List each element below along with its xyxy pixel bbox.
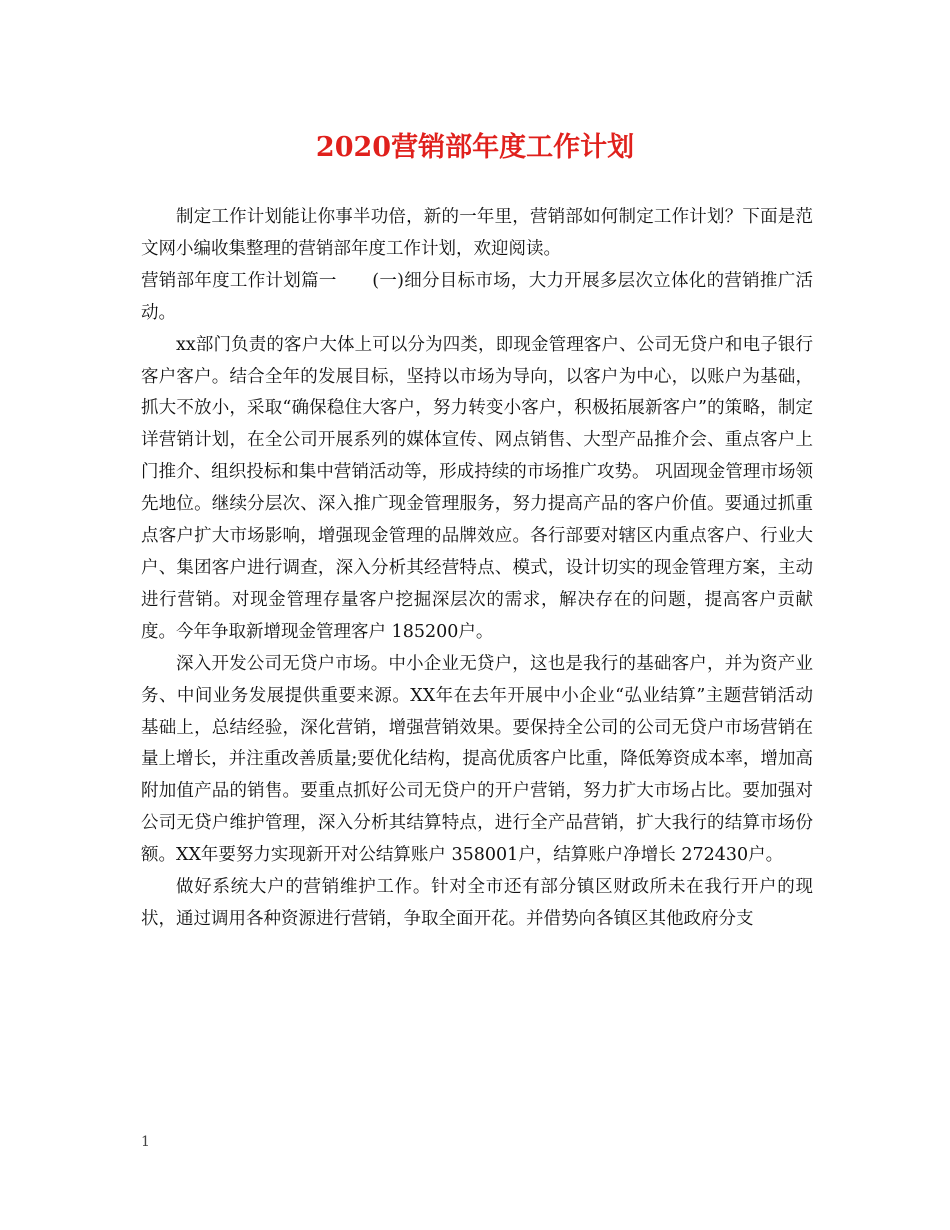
body-paragraph-customers: xx部门负责的客户大体上可以分为四类，即现金管理客户、公司无贷户和电子银行客户客户。结合全年的发展目标，坚持以市场为导向，以客户为中心，以账户为基础，抓大不放小，采取“确保稳住大客户，努力转变小客户，积极拓展新客户”的策略，制定详营销计划，在全公司开展系列的媒体宣传、网点销售、大型产品推介会、重点客户上门推介、组织投标和集中营销活动等，形成持续的市场推广攻势。 巩固现金管理市场领先地位。继续分层次、深入推广现金管理服务，努力提高产品的客户价值。要通过抓重点客户扩大市场影响，增强现金管理的品牌效应。各行部要对辖区内重点客户、行业大户、集团客户进行调查，深入分析其经营特点、模式，设计切实的现金管理方案，主动进行营销。对现金管理存量客户挖掘深层次的需求，解决存在的问题，提高客户贡献度。今年争取新增现金管理客户 185200户。 <box>141 334 813 642</box>
section-heading-paragraph: 营销部年度工作计划篇一 (一)细分目标市场，大力开展多层次立体化的营销推广活动。 <box>141 270 813 323</box>
document-title: 2020营销部年度工作计划 <box>315 132 635 163</box>
body-paragraph-system-accounts: 做好系统大户的营销维护工作。针对全市还有部分镇区财政所未在我行开户的现状，通过调用各种资源进行营销，争取全面开花。并借势向各镇区其他政府分支 <box>141 877 813 929</box>
intro-paragraph: 制定工作计划能让你事半功倍，新的一年里，营销部如何制定工作计划？下面是范文网小编收集整理的营销部年度工作计划，欢迎阅读。 <box>141 207 813 259</box>
page-number: 1 <box>141 1134 150 1150</box>
body-paragraph-no-loan-market: 深入开发公司无贷户市场。中小企业无贷户，这也是我行的基础客户，并为资产业务、中间业务发展提供重要来源。XX年在去年开展中小企业“弘业结算”主题营销活动基础上，总结经验，深化营销，增强营销效果。要保持全公司的公司无贷户市场营销在量上增长，并注重改善质量;要优化结构，提高优质客户比重，降低筹资成本率，增加高附加值产品的销售。要重点抓好公司无贷户的开户营销，努力扩大市场占比。要加强对公司无贷户维护管理，深入分析其结算特点，进行全产品营销，扩大我行的结算市场份额。XX年要努力实现新开对公结算账户 358001户，结算账户净增长 272430户。 <box>141 653 813 866</box>
document-body <box>141 202 813 936</box>
